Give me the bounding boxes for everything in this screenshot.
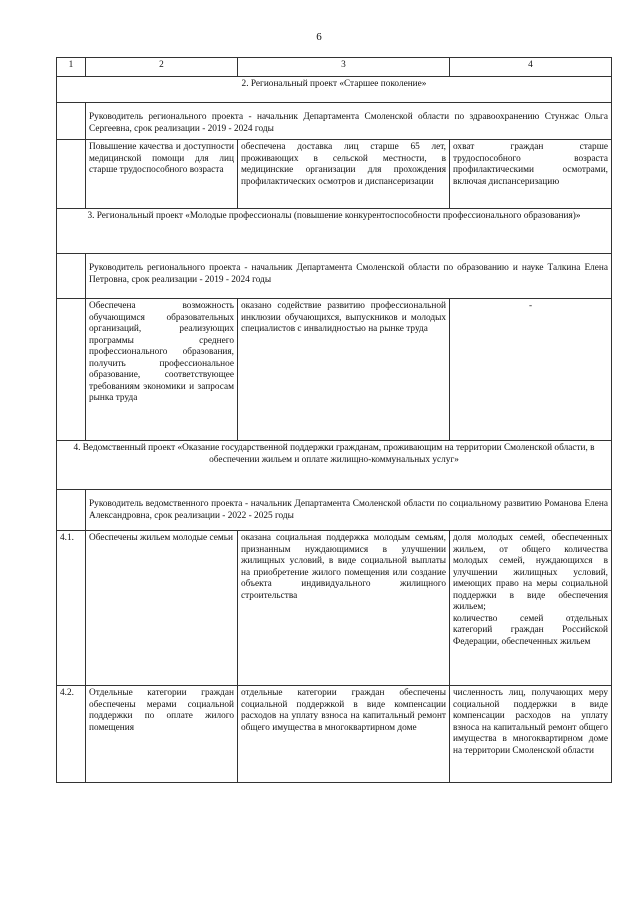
section-leader-row (57, 490, 612, 531)
section-title: 4. Ведомственный проект «Оказание государственной поддержки гражданам, проживающим на территории Смоленской области, в обеспечении жильем и оплате жилищно-коммунальных услуг» (57, 441, 612, 490)
section-leader-row (57, 254, 612, 299)
table-row (57, 299, 612, 441)
section-title: 2. Региональный проект «Старшее поколение» (57, 77, 612, 103)
section-title-row (57, 441, 612, 490)
header-row (57, 58, 612, 77)
row-indicator: численность лиц, получающих меру социальной поддержки в виде компенсации расходов на уплату взноса на капитальный ремонт общего имущества в многоквартирном доме на территории Смоленской области (450, 686, 612, 783)
row-result: оказана социальная поддержка молодым семьям, признанным нуждающимися в улучшении жилищных условий, в виде социальной выплаты на приобретение жилого помещения или создание объекта индивидуального жилищного строительства (238, 531, 450, 686)
section-title-row (57, 209, 612, 254)
section-title-row (57, 77, 612, 103)
row-indicator: охват граждан старше трудоспособного возраста профилактическими осмотрами, включая диспансеризацию (450, 140, 612, 209)
row-task: Повышение качества и доступности медицинской помощи для лиц старше трудоспособного возраста (86, 140, 238, 209)
row-indicator: - (450, 299, 612, 441)
projects-table (56, 57, 612, 783)
section-leader: Руководитель регионального проекта - начальник Департамента Смоленской области по здравоохранению Стунжас Ольга Сергеевна, срок реализации - 2019 - 2024 годы (86, 103, 612, 140)
section-leader: Руководитель ведомственного проекта - начальник Департамента Смоленской области по социальному развитию Романова Елена Александровна, срок реализации - 2022 - 2025 годы (86, 490, 612, 531)
column-header-4: 4 (450, 58, 612, 77)
row-task: Отдельные категории граждан обеспечены мерами социальной поддержки по оплате жилого помещения (86, 686, 238, 783)
column-header-2: 2 (86, 58, 238, 77)
row-indicator (450, 531, 612, 686)
page-number: 6 (316, 31, 322, 43)
section-leader-row (57, 103, 612, 140)
column-header-1: 1 (57, 58, 86, 77)
table-row (57, 686, 612, 783)
row-number: 4.2. (57, 686, 86, 783)
indicator-part-2: количество семей отдельных категорий граждан Российской Федерации, обеспеченных жильем (453, 613, 608, 647)
row-number (57, 299, 86, 441)
table-row (57, 140, 612, 209)
indicator-part-1: доля молодых семей, обеспеченных жильем, от общего количества молодых семей, нуждающихся в улучшении жилищных условий, имеющих право на меры социальной поддержки в виде обеспечения жильем; (453, 533, 608, 612)
empty-num-cell (57, 103, 86, 140)
row-number: 4.1. (57, 531, 86, 686)
row-result: обеспечена доставка лиц старше 65 лет, проживающих в сельской местности, в медицинские организации для прохождения профилактических осмотров и диспансеризации (238, 140, 450, 209)
section-leader: Руководитель регионального проекта - начальник Департамента Смоленской области по образованию и науке Талкина Елена Петровна, срок реализации - 2019 - 2024 годы (86, 254, 612, 299)
empty-num-cell (57, 490, 86, 531)
row-result: оказано содействие развитию профессиональной инклюзии обучающихся, выпускников и молодых специалистов с инвалидностью на рынке труда (238, 299, 450, 441)
empty-num-cell (57, 254, 86, 299)
table-row (57, 531, 612, 686)
section-title: 3. Региональный проект «Молодые профессионалы (повышение конкурентоспособности профессионального образования)» (57, 209, 612, 254)
row-number (57, 140, 86, 209)
column-header-3: 3 (238, 58, 450, 77)
row-result: отдельные категории граждан обеспечены социальной поддержкой в виде компенсации расходов на уплату взноса на капитальный ремонт общего имущества в многоквартирном доме (238, 686, 450, 783)
row-task: Обеспечены жильем молодые семьи (86, 531, 238, 686)
row-task: Обеспечена возможность обучающимся образовательных организаций, реализующих программы среднего профессионального образования, получить профессиональное образование, соответствующее требованиям экономики и запросам рынка труда (86, 299, 238, 441)
